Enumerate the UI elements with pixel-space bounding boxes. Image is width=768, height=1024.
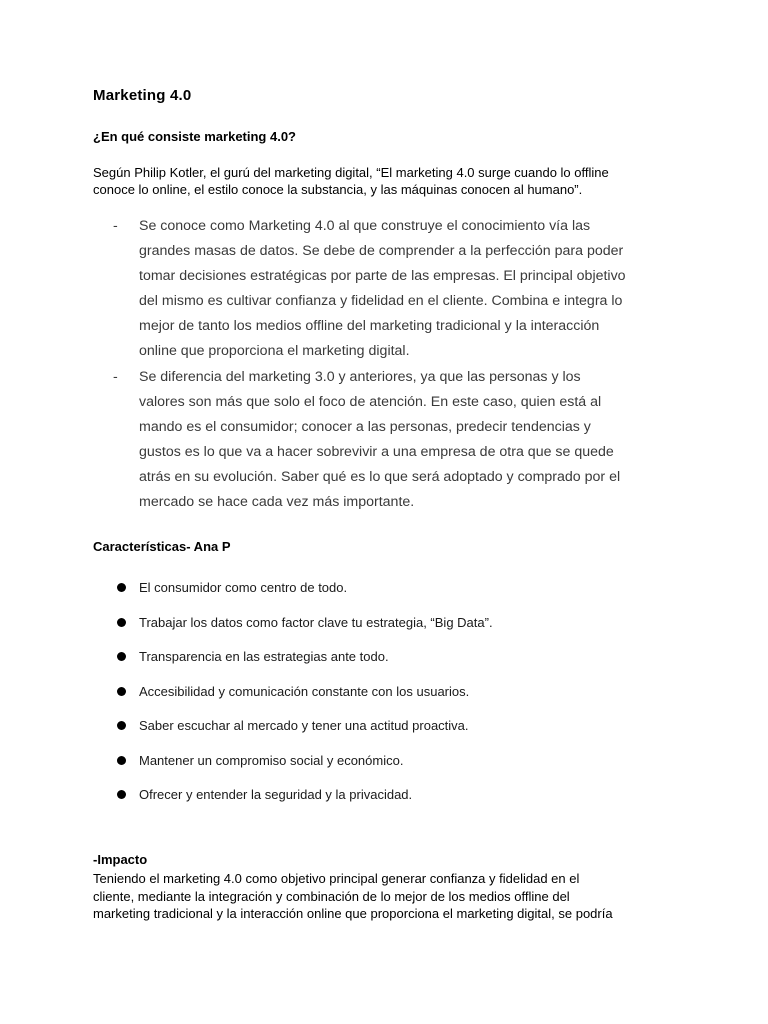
bullet-icon	[117, 790, 126, 799]
bullet-icon	[117, 652, 126, 661]
list-item-text: Mantener un compromiso social y económico.	[139, 752, 404, 768]
dash-list	[113, 214, 673, 515]
document-title: Marketing 4.0	[93, 87, 192, 104]
section-question-heading: ¿En qué consiste marketing 4.0?	[93, 129, 296, 144]
impact-paragraph	[93, 870, 673, 923]
dash-item-line: online que proporciona el marketing digital.	[139, 343, 410, 360]
bullet-icon	[117, 687, 126, 696]
list-item-text: Saber escuchar al mercado y tener una actitud proactiva.	[139, 718, 469, 733]
dash-item-line: gustos es lo que va a hacer sobrevivir a una empresa de otra que se quede	[139, 443, 614, 460]
dash-item-line: mando es el consumidor; conocer a las personas, predecir tendencias y	[139, 418, 591, 435]
list-item	[113, 578, 493, 613]
list-item	[113, 647, 493, 682]
dash-item-line: Se diferencia del marketing 3.0 y anteriores, ya que las personas y los	[139, 368, 581, 385]
dash-item-line: mejor de tanto los medios offline del marketing tradicional y la interacción	[139, 318, 600, 335]
intro-line: conoce lo online, el estilo conoce la substancia, y las máquinas conocen al humano”.	[93, 182, 583, 197]
impact-line: marketing tradicional y la interacción online que proporciona el marketing digital, se podría	[93, 906, 613, 921]
dash-item-line: del mismo es cultivar confianza y fidelidad en el cliente. Combina e integra lo	[139, 293, 623, 310]
list-item-text: Trabajar los datos como factor clave tu estrategia, “Big Data”.	[139, 614, 493, 630]
list-item-text: Ofrecer y entender la seguridad y la privacidad.	[139, 787, 413, 802]
bullet-icon	[117, 721, 126, 730]
dash-item-line: atrás en su evolución. Saber qué es lo que será adoptado y comprado por el	[139, 468, 621, 485]
bullet-icon	[117, 756, 126, 765]
dash-item-line: Se conoce como Marketing 4.0 al que construye el conocimiento vía las	[139, 218, 591, 234]
intro-line: Según Philip Kotler, el gurú del marketing digital, “El marketing 4.0 surge cuando lo offline	[93, 165, 609, 180]
list-item	[113, 716, 493, 751]
intro-paragraph	[93, 164, 683, 198]
impact-heading: -Impacto	[93, 852, 148, 867]
list-item	[113, 613, 493, 648]
list-item-text: Accesibilidad y comunicación constante con los usuarios.	[139, 683, 470, 699]
list-item	[113, 682, 493, 717]
dash-marker: -	[113, 218, 118, 234]
dash-marker: -	[113, 368, 118, 385]
list-item-text: Transparencia en las estrategias ante todo.	[139, 649, 389, 664]
dash-item-line: mercado se hace cada vez más importante.	[139, 494, 415, 511]
characteristics-list	[113, 578, 493, 820]
dash-list-item	[113, 214, 673, 365]
impact-line: Teniendo el marketing 4.0 como objetivo principal generar confianza y fidelidad en el	[93, 871, 580, 886]
dash-list-item	[113, 365, 673, 516]
bullet-icon	[117, 618, 126, 627]
dash-item-line: valores son más que solo el foco de atención. En este caso, quien está al	[139, 393, 602, 410]
bullet-icon	[117, 583, 126, 592]
list-item	[113, 785, 493, 820]
list-item-text: El consumidor como centro de todo.	[139, 580, 348, 595]
dash-item-line: grandes masas de datos. Se debe de comprender a la perfección para poder	[139, 243, 624, 260]
dash-item-line: tomar decisiones estratégicas por parte de las empresas. El principal objetivo	[139, 268, 626, 285]
impact-line: cliente, mediante la integración y combinación de lo mejor de los medios offline del	[93, 888, 570, 904]
characteristics-heading: Características- Ana P	[93, 539, 231, 554]
list-item	[113, 751, 493, 786]
